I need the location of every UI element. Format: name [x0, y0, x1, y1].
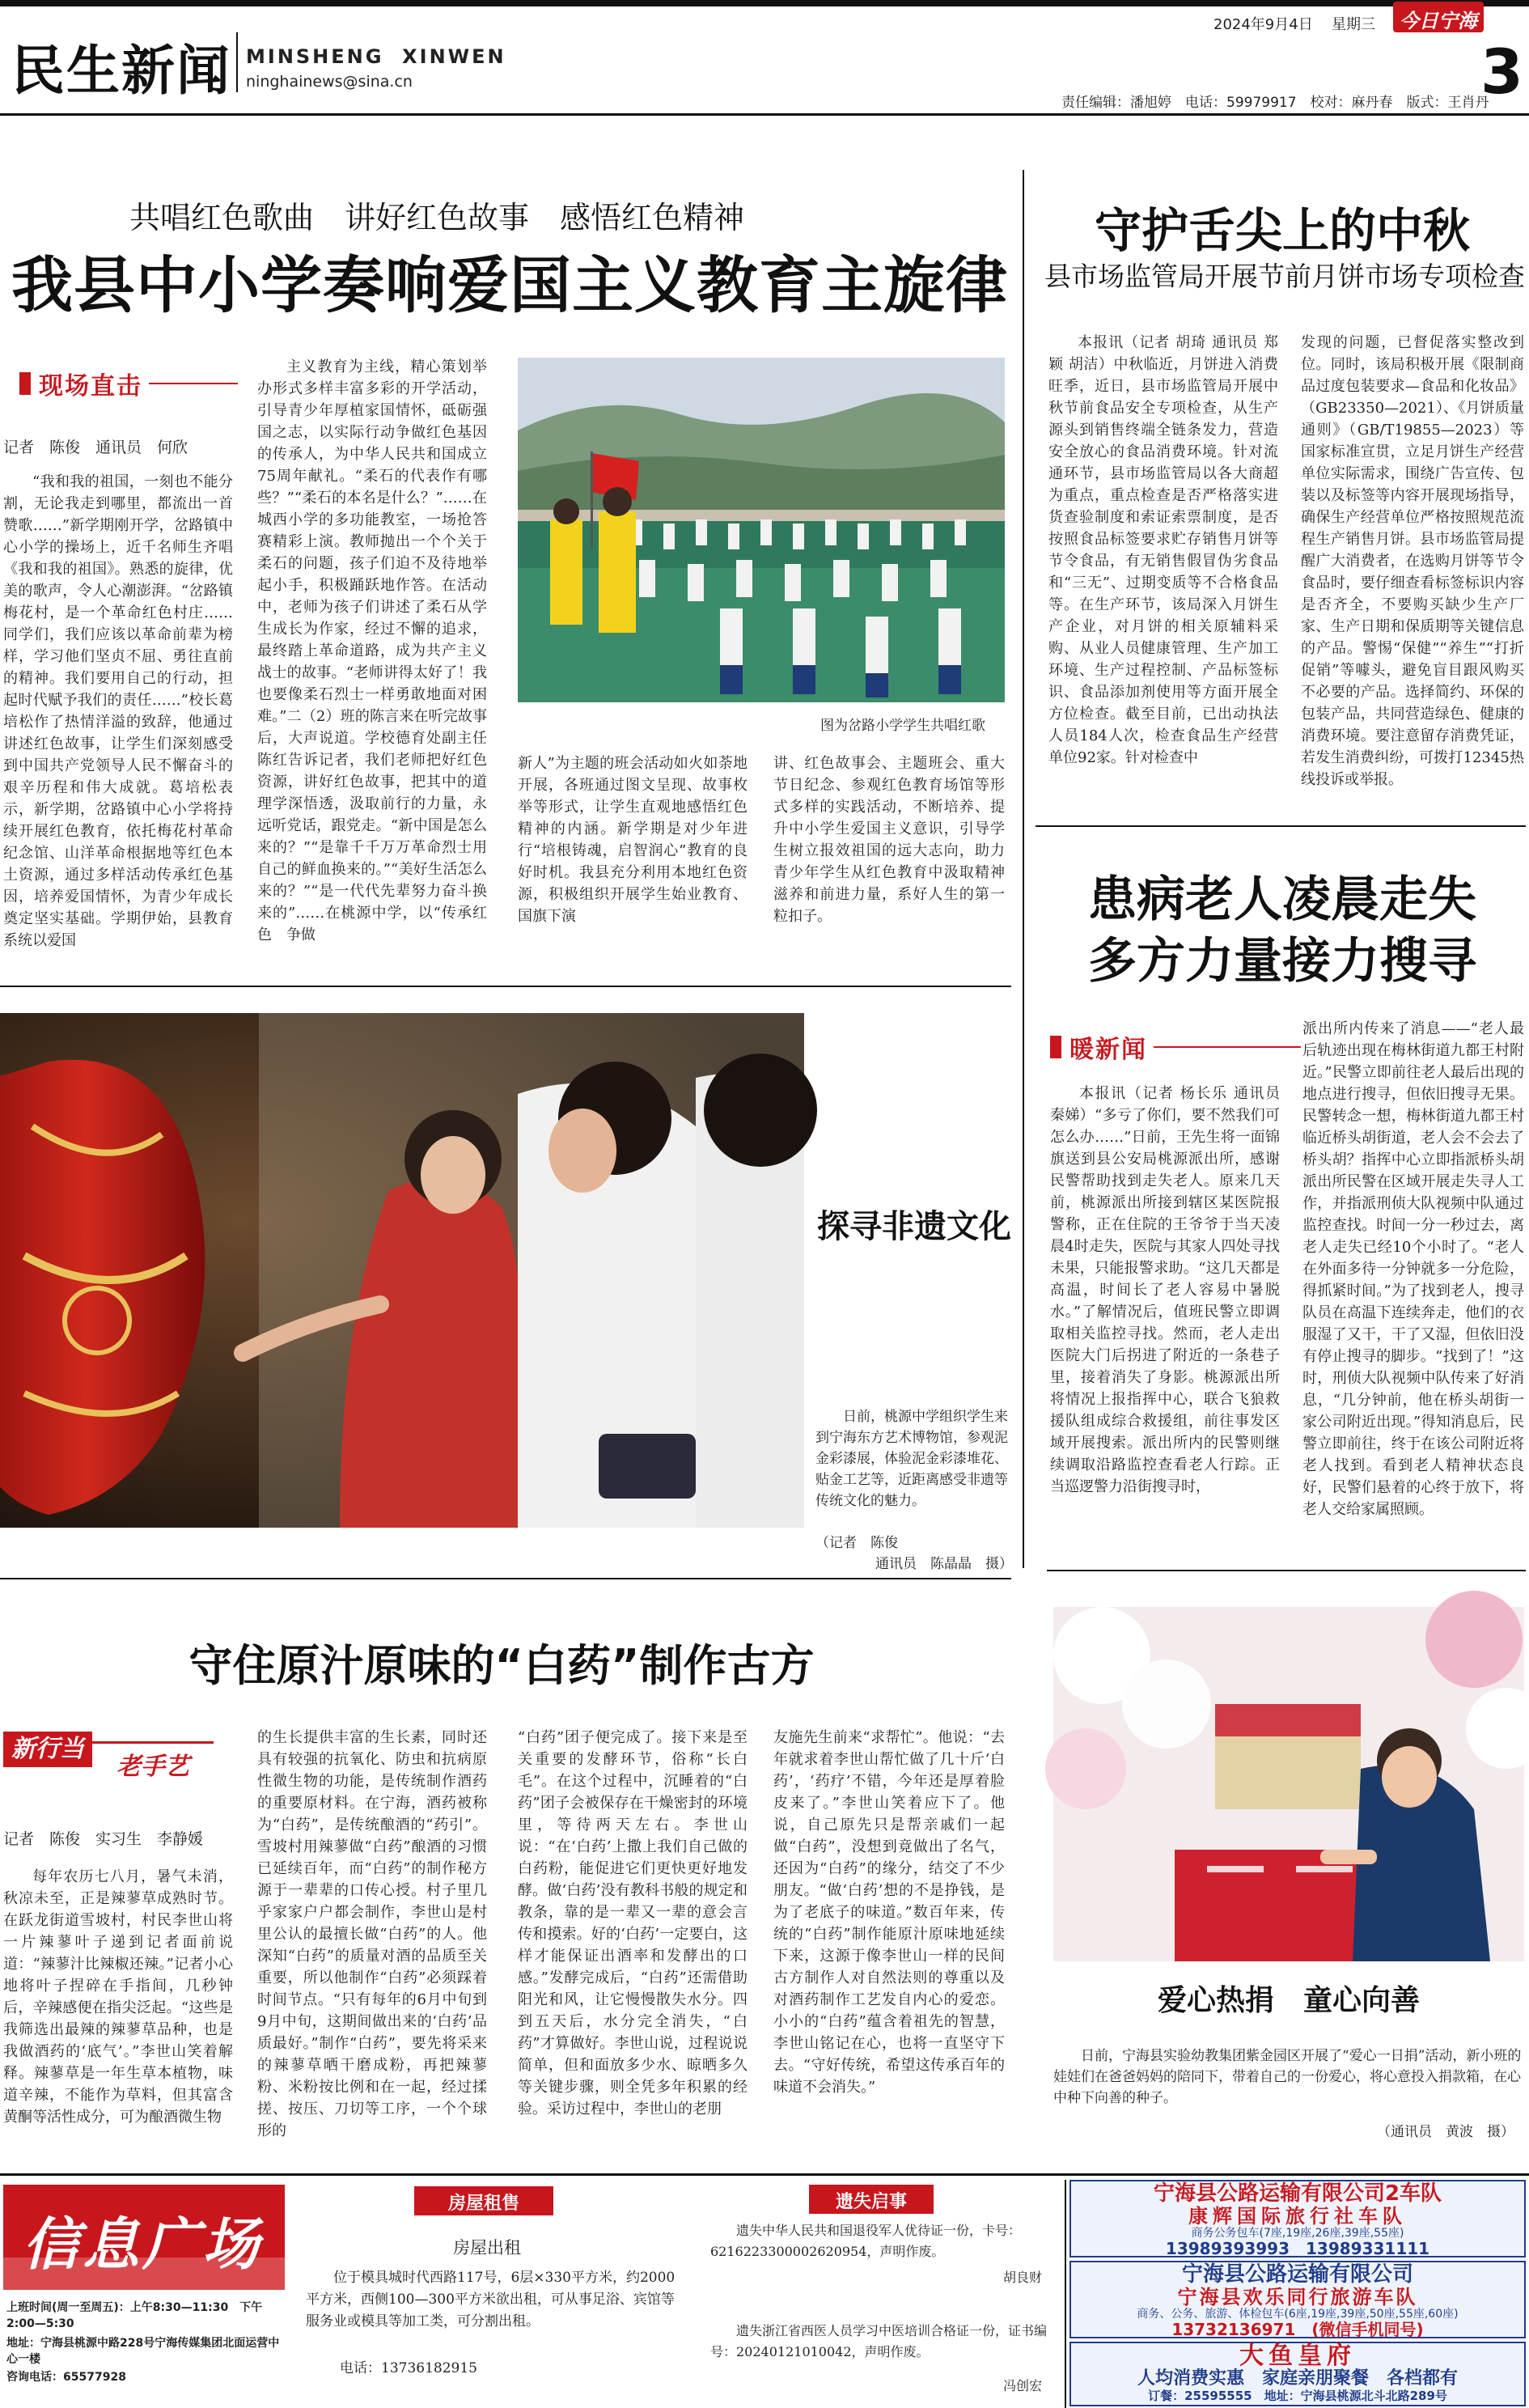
classified-address: 地址：宁海县桃源中路228号宁海传媒集团北面运营中心一楼: [6, 2337, 280, 2366]
ad-services: 订餐：25595555 地址：宁海县桃源北斗北路289号: [1148, 2389, 1447, 2403]
lost-notice-2: 遗失浙江省西医人员学习中医培训合格证一份，证书编号：20240121010042，声明作废。: [710, 2323, 1048, 2359]
section-email: ninghainews@sina.cn: [246, 73, 413, 91]
article1-badge: [19, 366, 238, 401]
ad-subtitle: 人均消费实惠 家庭亲朋聚餐 各档都有: [1137, 2368, 1458, 2389]
rent-phone: 电话：13736182915: [340, 2360, 477, 2376]
charity-photo: [1053, 1607, 1524, 1961]
article3-bottom-rule: [1047, 1570, 1526, 1571]
editor-credits: 责任编辑：潘旭婷 电话：59979917 校对：麻丹春 版式：王肖丹: [1061, 95, 1489, 111]
lost-notice-2-name: 冯创宏: [1003, 2378, 1043, 2393]
section-english: MINSHENG XINWEN: [246, 45, 506, 68]
ad-title: 宁海县公路运输有限公司: [1181, 2262, 1413, 2287]
article1-col3-text: 新人”为主题的班会活动如火如荼地开展，各班通过图文呈现、故事枚举等形式，让学生直观地感悟红色精神的内涵。新学期是对少年进行“培根铸魂，启智润心”教育的良好时机。我县充分利用本地红色资源，积极组织开展学生始业教育、国旗下演: [518, 755, 748, 925]
lost-header: 遗失启事: [835, 2192, 907, 2212]
article1-kicker: 共唱红色歌曲 讲好红色故事 感悟红色精神: [129, 200, 745, 235]
article1-bottom-rule: [0, 986, 1011, 987]
badge-underline: [149, 383, 238, 384]
masthead-divider: [236, 32, 238, 92]
ad-restaurant: [1069, 2342, 1526, 2406]
article2-headline: 守护舌尖上的中秋: [1094, 203, 1470, 258]
article4-headline: 守住原汁原味的“白药”制作古方: [188, 1640, 815, 1691]
rent-title: 房屋出租: [453, 2238, 521, 2258]
badge-marker: [1050, 1036, 1061, 1058]
article4-byline: 记者 陈俊 实习生 李静媛: [3, 1830, 204, 1848]
article2-col1: [1048, 332, 1278, 785]
masthead-rule: [0, 113, 1529, 116]
top-rule: [0, 0, 1529, 6]
article4-col4: [773, 1727, 1005, 2096]
classified-phone: 咨询电话：65577928: [6, 2371, 126, 2384]
article2-col2-text: 发现的问题，已督促落实整改到位。同时，该局积极开展《限制商品过度包装要求—食品和化妆品》（GB23350—2021）、《月饼质量通则》（GB/T19855—2023）等国家标准宣贯，立足月饼生产经营单位实际需求，围绕广告宣传、包装以及标签等内容开展现场指导，确保生产经营单位严格按照规范流程生产销售月饼。县市场监管局提醒广大消费者，在选购月饼等节令食品时，要仔细查看标签标识内容是否齐全，不要购买缺少生产厂家、生产日期和保质期等关键信息的产品。警惕“保健”“养生”“打折促销”等噱头，避免盲目跟风购买不必要的产品。选择简约、环保的包装产品，共同营造绿色、健康的消费环境。要注意留存消费凭证，若发生消费纠纷，可拨打12345热线投诉或举报。: [1301, 334, 1524, 788]
article4-col1-text: 每年农历七八月，暑气未消，秋凉未至，正是辣蓼草成熟时节。在跃龙街道雪坡村，村民李世山将一片辣蓼叶子递到记者面前说道：“辣蓼汁比辣椒还辣。”记者小心地将叶子捏碎在手指间，几秒钟后，辛辣感便在指尖泛起。“这些是我筛选出最辣的辣蓼草品种，也是我做酒药的‘底气’。”李世山笑着解释。辣蓼草是一年生草本植物，味道辛辣，不能作为草料，但其富含黄酮等活性成分，可为酿酒微生物: [3, 1868, 233, 2126]
article1-byline: 记者 陈俊 通讯员 何欣: [3, 439, 188, 456]
article1-photo-caption: 图为岔路小学学生共唱红歌: [820, 718, 985, 734]
badge-label-1: 新行当: [3, 1732, 92, 1767]
article2-subtitle: 县市场监管局开展节前月饼市场专项检查: [1044, 261, 1525, 292]
article2-col2: [1301, 332, 1524, 788]
badge-label-2: 老手艺: [116, 1753, 189, 1781]
heritage-caption: 日前，桃源中学组织学生来到宁海东方艺术博物馆，参观泥金彩漆展，体验泥金彩漆堆花、贴金工艺等，近距离感受非遗等传统文化的魅力。: [815, 1409, 1008, 1509]
article4-col4-text: 友施先生前来“求帮忙”。他说：“去年就求着李世山帮忙做了几十斤‘白药’，‘药疗’不错，今年还是厚着脸皮来了。”李世山笑着应下了。他说，自己原先只是帮亲戚们一起做“白药”，没想到竟做出了名气，还因为“白药”的缘分，结交了不少朋友。“做‘白药’想的不是挣钱，是为了老底子的味道。”数百年来，传统的“白药”制作能原汁原味地延续下来，这源于像李世山一样的民间古方制作人对自然法则的尊重以及对酒药制作工艺发自内心的爱恋。小小的“白药”蕴含着祖先的智慧，李世山铭记在心，也将一直坚守下去。“守好传统，希望这传承百年的味道不会消失。”: [773, 1729, 1005, 2096]
classified-top-rule: [0, 2173, 1529, 2176]
issue-date: 2024年9月4日: [1213, 16, 1313, 33]
ad-services: 商务、公务、旅游、体检包车(6座,19座,39座,50座,55座,60座): [1137, 2308, 1459, 2321]
ad-subtitle: 宁海县欢乐同行旅游车队: [1177, 2286, 1418, 2308]
rent-header: 房屋租售: [447, 2194, 519, 2214]
article2-col1-text: 本报讯（记者 胡琦 通讯员 郑颖 胡洁）中秋临近，月饼进入消费旺季，近日，县市场监管局开展中秋节前食品安全专项检查，从生产源头到销售终端全链条发力，营造安全放心的食品消费环境。针对流通环节，县市场监管局以各大商超为重点，重点检查是否严格落实进货查验制度和索证索票制度，是否按照食品标签要求贮存销售月饼等节令食品，有无销售假冒伪劣食品和“三无”、过期变质等不合格食品等。在生产环节，该局深入月饼生产企业，对月饼的相关原辅料采购、从业人员健康管理、生产加工环境、生产过程控制、产品标签标识、食品添加剂使用等方面开展全方位检查。截至目前，已出动执法人员184人次，检查食品生产经营单位92家。针对检查中: [1048, 334, 1278, 766]
article1-headline: 我县中小学奏响爱国主义教育主旋律: [11, 249, 1008, 321]
classified-hours: 上班时间(周一至周五)：上午8:30—11:30 下午2:00—5:30: [6, 2301, 263, 2330]
article1-col4: [773, 752, 1005, 924]
page-number: 3: [1480, 36, 1523, 108]
heritage-credit-correspondent: 通讯员 陈晶晶 摄）: [875, 1556, 1013, 1572]
lost-notice-1-name: 胡良财: [1003, 2270, 1043, 2285]
ad-phones: 13989393993 13989331111: [1165, 2239, 1430, 2258]
article1-photo: [518, 358, 1005, 702]
article4-col1: [3, 1866, 233, 2126]
rent-body: 位于模具城时代西路117号，6层×330平方米，约2000平方米，西侧100—300平方米欲出租，可从事足浴、宾馆等服务业或模具等加工类，可分割出租。: [306, 2270, 676, 2330]
article1-col2-text: 主义教育为主线，精心策划举办形式多样丰富多彩的开学活动，引导青少年厚植家国情怀，砥砺强国之志，以实际行动争做红色基因的传承人，为中华人民共和国成立75周年献礼。“柔石的代表作有哪些？”“柔石的本名是什么？”……在城西小学的多功能教室，一场抢答赛精彩上演。教师抛出一个个关于柔石的问题，孩子们迫不及待地举起小手，积极踊跃地作答。在活动中，老师为孩子们讲述了柔石从学生成长为作家，经过不懈的追求，最终踏上革命道路，成为共产主义战士的故事。“老师讲得太好了！我也要像柔石烈士一样勇敢地面对困难。”二（2）班的陈言来在听完故事后，大声说道。学校德育处副主任陈红告诉记者，我们老师把好红色资源，讲好红色故事，把其中的道理学深悟透，汲取前行的力量，永远听党话，跟党走。“新中国是怎么来的？”“是靠千千万万革命烈士用自己的鲜血换来的。”“美好生活怎么来的？”“是一代代先辈努力奋斗换来的”……在桃源中学，以“传承红色 争做: [257, 358, 487, 943]
article4-col3: [518, 1727, 748, 2118]
ad-bus-company-2: [1069, 2261, 1526, 2338]
classified-title: 信息广场: [23, 2211, 262, 2278]
heritage-credit-reporter: （记者 陈俊: [815, 1535, 898, 1551]
ad-bus-company-1: [1069, 2180, 1526, 2258]
photo2-bottom-rule: [0, 1578, 1011, 1579]
article3-headline-line2: 多方力量接力搜寻: [1088, 933, 1476, 990]
article1-col3: [518, 752, 748, 924]
article1-col4-text: 讲、红色故事会、主题班会、重大节日纪念、参观红色教育场馆等形式多样的实践活动，不断培养、提升中小学生爱国主义意识，引导学生树立报效祖国的远大志向，助力青少年学生从红色教育中汲取精神滋养和前进力量，系好人生的第一粒扣子。: [773, 755, 1005, 925]
article1-col2: [257, 356, 487, 943]
article4-badge: [3, 1732, 222, 1785]
article1-col1-text: “我和我的祖国，一刻也不能分割，无论我走到哪里，都流出一首赞歌……”新学期刚开学，岔路镇中心小学的操场上，近千名师生齐唱《我和我的祖国》。熟悉的旋律，优美的歌声，令人心潮澎湃。“岔路镇梅花村，是一个革命红色村庄……同学们，我们应该以革命前辈为榜样，学习他们坚贞不屈、勇往直前的精神。我们要用自己的行动，担起时代赋予我们的责任……”校长葛培松作了热情洋溢的致辞，他通过讲述红色故事，让学生们深刻感受到中国共产党领导人民不懈奋斗的艰辛历程和伟大成就。葛培松表示，新学期，岔路镇中心小学将持续开展红色教育，依托梅花村革命纪念馆、山洋革命根据地等红色本土资源，通过多样活动传承红色基因，培养爱国情怀，为青少年成长奠定坚实基础。学期伊始，县教育系统以爱国: [3, 473, 233, 949]
charity-caption-title: 爱心热捐 童心向善: [1157, 1983, 1420, 2017]
ads-divider: [1065, 2180, 1066, 2408]
newspaper-logo-text: 今日宁海: [1400, 10, 1477, 32]
article4-col2: [257, 1727, 487, 2139]
ad-title: 宁海县公路运输有限公司2车队: [1153, 2181, 1442, 2206]
badge-label: 暖新闻: [1069, 1036, 1147, 1064]
article4-col2-text: 的生长提供丰富的生长素，同时还具有较强的抗氧化、防虫和抗病原性微生物的功能，是传统制作酒药的重要原材料。在宁海，酒药被称为“白药”，是传统酿酒的“药引”。雪坡村用辣蓼做“白药”酿酒的习惯已延续百年，而“白药”的制作秘方源于一辈辈的口传心授。村子里几乎家家户户都会制作，李世山是村里公认的最擅长做“白药”的人。他深知“白药”的质量对酒的品质至关重要，所以他制作“白药”必须踩着时间节点。“只有每年的6月中旬到9月中旬，这期间做出来的‘白药’品质最好。”制作“白药”，要先将采来的辣蓼草晒干磨成粉，再把辣蓼粉、米粉按比例和在一起，经过揉搓、按压、刀切等工序，一个个球形的: [257, 1729, 487, 2139]
charity-caption: 日前，宁海县实验幼教集团紫金园区开展了“爱心一日捐”活动，新小班的娃娃们在爸爸妈妈的陪同下，带着自己的一份爱心，将心意投入捐款箱，在心中种下向善的种子。: [1053, 2048, 1522, 2106]
heritage-caption-title: 探寻非遗文化: [817, 1207, 1011, 1245]
ad-services: 商务公务包车(7座,19座,26座,39座,55座): [1191, 2227, 1404, 2240]
article3-col2-text: 派出所内传来了消息——“老人最后轨迹出现在梅林街道九都王村附近。”民警立即前往老人最后出现的地点进行搜寻，但依旧搜寻无果。民警转念一想，梅林街道九都王村临近桥头胡街道，老人会不会去了桥头胡？指挥中心立即指派桥头胡派出所民警在区域开展走失寻人工作，并指派刑侦大队视频中队通过监控查找。时间一分一秒过去，离老人走失已经10个小时了。“老人在外面多待一分钟就多一分危险，得抓紧时间。”为了找到老人，搜寻队员在高温下连续奔走，他们的衣服湿了又干，干了又湿，但依旧没有停止搜寻的脚步。“找到了！”这时，刑侦大队视频中队传来了好消息，“几分钟前，他在桥头胡街一家公司附近出现。”得知消息后，民警立即前往，终于在该公司附近将老人找到。看到老人精神状态良好，民警们悬着的心终于放下，将老人交给家属照顾。: [1302, 1020, 1524, 1518]
article1-col1: [3, 471, 233, 949]
badge-marker: [19, 372, 31, 395]
section-title: 民生新闻: [11, 40, 231, 102]
issue-weekday: 星期三: [1332, 16, 1375, 33]
badge-label: 现场直击: [39, 372, 142, 401]
heritage-photo: [0, 1013, 804, 1528]
charity-credit: （通讯员 黄波 摄）: [1377, 2124, 1514, 2140]
article3-headline-line1: 患病老人凌晨走失: [1088, 871, 1476, 928]
article4-col3-text: “白药”团子便完成了。接下来是至关重要的发酵环节，俗称“长白毛”。在这个过程中，沉睡着的“白药”团子会被保存在干燥密封的环境里，等待两天左右。李世山说：“在‘白药’上撒上我们自己做的白药粉，能促进它们更快更好地发酵。做‘白药’没有教科书般的规定和教条，靠的是一辈又一辈的意会言传和摸索。好的‘白药’一定要白，这样才能保证出酒率和发酵出的口感。”发酵完成后，“白药”还需借助阳光和风，让它慢慢散失水分。四到五天后，水分完全消失，“白药”才算做好。李世山说，过程说说简单，但和面放多少水、晾晒多久等关键步骤，则全凭多年积累的经验。采访过程中，李世山的老朋: [518, 1729, 748, 2118]
article3-badge: [1050, 1029, 1301, 1065]
article2-bottom-rule: [1036, 825, 1526, 827]
article3-col1-text: 本报讯（记者 杨长乐 通讯员 秦娣）“多亏了你们，要不然我们可怎么办……”日前，王先生将一面锦旗送到县公安局桃源派出所，感谢民警帮助找到走失老人。原来几天前，桃源派出所接到辖区某医院报警称，正在住院的王爷爷于当天凌晨4时走失，医院与其家人四处寻找未果，只能报警求助。“这几天都是高温，时间长了老人容易中暑脱水。”了解情况后，值班民警立即调取相关监控寻找。然而，老人走出医院大门后拐进了附近的一条巷子里，接着消失了身影。桃源派出所将情况上报指挥中心，联合飞狼救援队组成综合救援组，前往事发区域开展搜索。派出所内的民警则继续调取沿路监控查看老人行踪。正当巡逻警力沿街搜寻时，: [1050, 1085, 1280, 1495]
ad-phones: 13732136971 (微信手机同号): [1171, 2320, 1424, 2339]
lost-notice-1: 遗失中华人民共和国退役军人优待证一份，卡号：6216223300002620954，声明作废。: [710, 2223, 1022, 2259]
article3-col2: [1302, 1018, 1524, 1539]
ad-title: 大鱼皇府: [1239, 2342, 1356, 2370]
badge-underline: [1154, 1046, 1301, 1048]
article3-col1: [1050, 1083, 1280, 1539]
ad-subtitle: 康辉国际旅行社车队: [1188, 2205, 1407, 2228]
column-divider: [1023, 170, 1024, 1568]
